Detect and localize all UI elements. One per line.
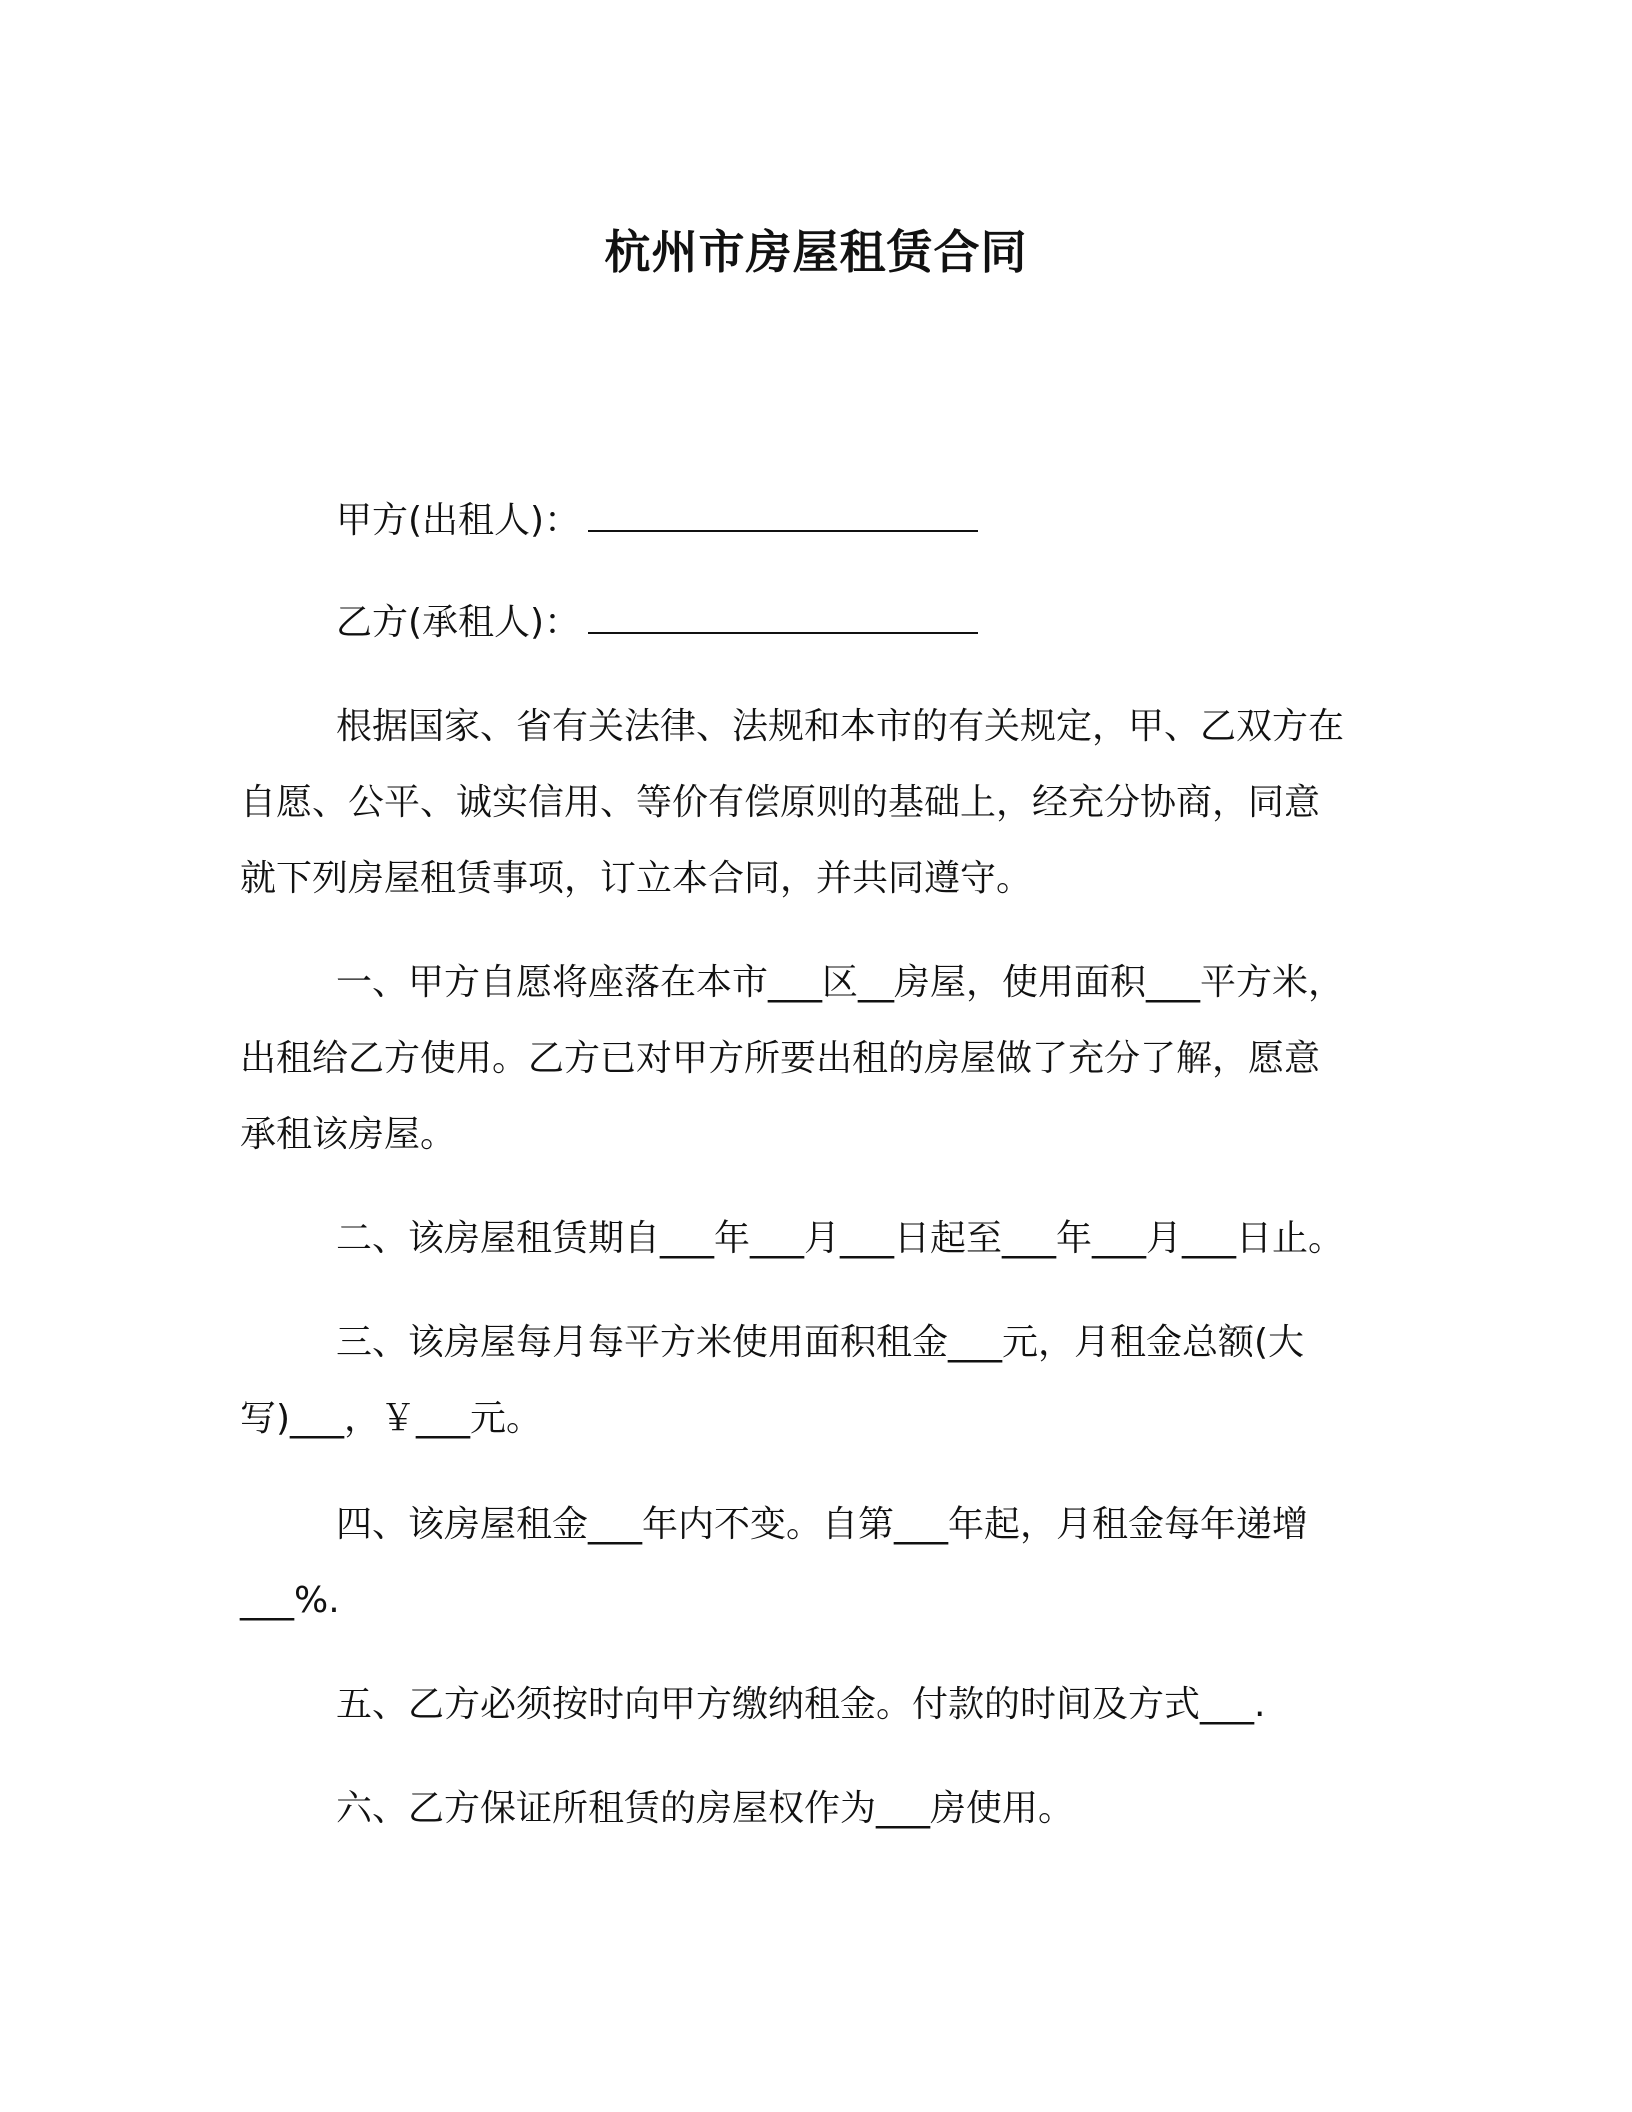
preamble-line-2: 自愿、公平、诚实信用、等价有偿原则的基础上，经充分协商，同意: [240, 782, 1321, 823]
clause-1-line-3: 承租该房屋。: [240, 1114, 457, 1155]
document-title: 杭州市房屋租赁合同: [604, 225, 1028, 279]
party-a-line: [336, 496, 978, 546]
clause-5-line-1: 五、乙方必须按时向甲方缴纳租金。付款的时间及方式___.: [336, 1684, 1266, 1725]
clause-2-line-1: 二、该房屋租赁期自___年___月___日起至___年___月___日止。: [336, 1218, 1345, 1259]
clause-4-line-1: 四、该房屋租金___年内不变。自第___年起，月租金每年递增: [336, 1504, 1309, 1545]
party-a-blank: [588, 500, 978, 532]
party-a-label: 甲方(出租人)：: [336, 500, 581, 541]
party-b-label: 乙方(承租人)：: [336, 602, 581, 643]
clause-1-line-2: 出租给乙方使用。乙方已对甲方所要出租的房屋做了充分了解，愿意: [240, 1038, 1321, 1079]
party-b-line: [336, 598, 978, 648]
clause-3-line-2: 写)___，￥___元。: [240, 1398, 543, 1439]
preamble-line-1: 根据国家、省有关法律、法规和本市的有关规定，甲、乙双方在: [336, 706, 1345, 747]
preamble-line-3: 就下列房屋租赁事项，订立本合同，并共同遵守。: [240, 858, 1033, 899]
party-b-blank: [588, 602, 978, 634]
clause-4-line-2: ___%.: [240, 1580, 340, 1621]
clause-1-line-1: 一、甲方自愿将座落在本市___区__房屋，使用面积___平方米，: [336, 962, 1345, 1003]
clause-3-line-1: 三、该房屋每月每平方米使用面积租金___元，月租金总额(大: [336, 1322, 1305, 1363]
clause-6-line-1: 六、乙方保证所租赁的房屋权作为___房使用。: [336, 1788, 1075, 1829]
